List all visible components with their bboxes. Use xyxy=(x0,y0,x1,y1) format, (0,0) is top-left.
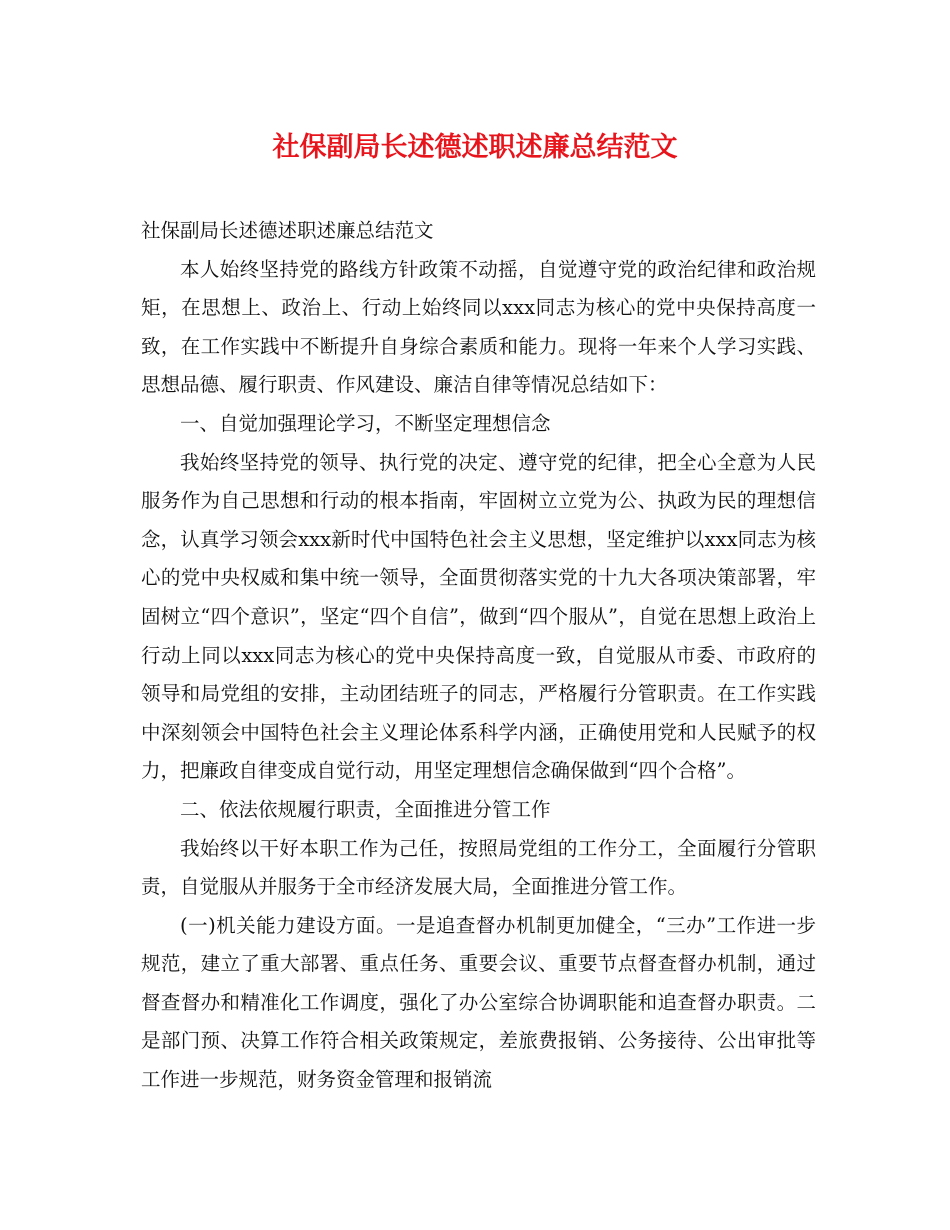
body-paragraph: 社保副局长述德述职述廉总结范文 xyxy=(141,219,434,242)
body-paragraph: 本人始终坚持党的路线方针政策不动摇，自觉遵守党的政治纪律和政治规矩，在思想上、政治上、行动上始终同以xxx同志为核心的党中央保持高度一致，在工作实践中不断提升自身综合素质和能力。现将一年来个人学习实践、思想品德、履行职责、作风建设、廉洁自律等情况总结如下： xyxy=(141,257,816,397)
section-heading: 一、自觉加强理论学习，不断坚定理想信念 xyxy=(180,411,551,435)
body-paragraph: (一)机关能力建设方面。一是追查督办机制更加健全，“三办”工作进一步规范，建立了重大部署、重点任务、重要会议、重要节点督查督办机制，通过督查督办和精准化工作调度，强化了办公室综合协调职能和追查督办职责。二是部门预、决算工作符合相关政策规定，差旅费报销、公务接待、公出审批等工作进一步规范，财务资金管理和报销流 xyxy=(141,913,816,1092)
document-body xyxy=(141,212,816,1100)
document-title: 社保副局长述德述职述廉总结范文 xyxy=(272,132,678,163)
body-paragraph: 我始终坚持党的领导、执行党的决定、遵守党的纪律，把全心全意为人民服务作为自己思想和行动的根本指南，牢固树立立党为公、执政为民的理想信念，认真学习领会xxx新时代中国特色社会主义思想，坚定维护以xxx同志为核心的党中央权威和集中统一领导，全面贯彻落实党的十九大各项决策部署，牢固树立“四个意识”，坚定“四个自信”，做到“四个服从”，自觉在思想上政治上行动上同以xxx同志为核心的党中央保持高度一致，自觉服从市委、市政府的领导和局党组的安排，主动团结班子的同志，严格履行分管职责。在工作实践中深刻领会中国特色社会主义理论体系科学内涵，正确使用党和人民赋予的权力，把廉政自律变成自觉行动，用坚定理想信念确保做到“四个合格”。 xyxy=(141,450,816,783)
body-paragraph: 我始终以干好本职工作为己任，按照局党组的工作分工，全面履行分管职责，自觉服从并服务于全市经济发展大局，全面推进分管工作。 xyxy=(141,836,816,899)
section-heading: 二、依法依规履行职责，全面推进分管工作 xyxy=(180,797,551,821)
